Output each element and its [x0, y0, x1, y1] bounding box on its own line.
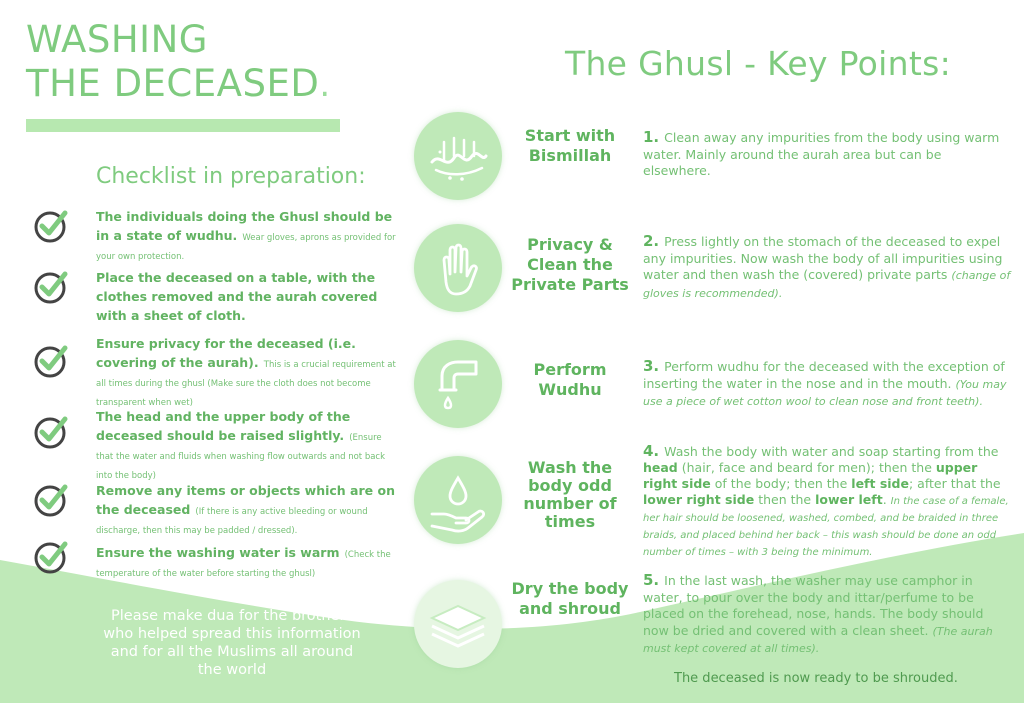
main-title-line1: WASHING: [26, 18, 208, 61]
final-note: The deceased is now ready to be shrouded.: [674, 671, 958, 686]
step-text: .: [882, 492, 887, 507]
hand-water-drop-icon: [414, 456, 502, 544]
folded-cloth-icon: [414, 580, 502, 668]
step-number: 5.: [643, 571, 660, 589]
step-description: [643, 358, 1011, 411]
step-text: ; after that the: [908, 476, 1001, 491]
checklist-item-note: (If there is any active bleeding or wound discharge, then this may be padded / dressed).: [96, 507, 368, 536]
step-icon-circle: [414, 580, 502, 668]
title-underline-bar: [26, 119, 340, 132]
step-note: (The aurah must kept covered at all times).: [643, 624, 993, 655]
step-label: Perform Wudhu: [533, 360, 607, 399]
checklist-item-note: Wear gloves, aprons as provided for your own protection.: [96, 233, 396, 262]
step-number: 3.: [643, 357, 660, 375]
main-title: [26, 18, 331, 107]
checklist-item-bold: The head and the upper body of the deceased should be raised slightly.: [96, 409, 351, 443]
checklist-item-bold: Ensure the washing water is warm: [96, 545, 340, 560]
step-icon-circle: [414, 112, 502, 200]
step-description: [643, 443, 1011, 560]
step-bold-upper-right: upper right side: [643, 460, 978, 491]
step-description: [643, 129, 1011, 180]
step-bold-left: left side: [851, 476, 909, 491]
step-icon-circle: [414, 340, 502, 428]
step-label: Start with Bismillah: [524, 126, 616, 165]
step-text: Perform wudhu for the deceased with the exception of inserting the water in the nose and in the mouth.: [643, 359, 1005, 391]
check-circle-icon: [32, 267, 70, 305]
step-number: 2.: [643, 232, 660, 250]
step-note: In the case of a female, her hair should be loosened, washed, combed, and be braided in three braids, and placed behind her back – this wash should be done an odd number of times – with 3 being the minimum.: [643, 496, 1009, 558]
check-circle-icon: [32, 480, 70, 518]
step-text: In the last wash, the washer may use camphor in water, to pour over the body and ittar/perfume to be placed on the forehead, nose, hands. The body should now be dried and covered with a clean sheet.: [643, 573, 984, 638]
step-description: [643, 233, 1011, 302]
main-title-line2: THE DECEASED: [26, 62, 320, 105]
checklist-title: Checklist in preparation:: [96, 164, 366, 189]
check-circle-icon: [32, 537, 70, 575]
step-text: Wash the body with water and soap starting from the: [664, 444, 999, 459]
step-text: Press lightly on the stomach of the deceased to expel any impurities. Now wash the body of all impurities using water and then wash the (covered) private parts: [643, 234, 1003, 282]
step-label: Dry the body and shroud: [511, 579, 629, 618]
checklist-item-bold: Remove any items or objects which are on the deceased: [96, 483, 395, 517]
checklist-item-bold: Place the deceased on a table, with the clothes removed and the aurah covered with a sheet of cloth.: [96, 270, 378, 323]
step-text: of the body; then the: [714, 476, 848, 491]
water-tap-icon: [414, 340, 502, 428]
step-bold-head: head: [643, 460, 678, 475]
step-label: Wash the body odd number of times: [523, 458, 617, 531]
step-icon-circle: [414, 456, 502, 544]
checklist-item-bold: The individuals doing the Ghusl should be in a state of wudhu.: [96, 209, 393, 243]
checklist-item-note: (Check the temperature of the water before starting the ghusl): [96, 550, 391, 579]
hand-icon: [414, 224, 502, 312]
step-number: 4.: [643, 442, 660, 460]
step-text: Clean away any impurities from the body using warm water. Mainly around the aurah area but can be elsewhere.: [643, 130, 1000, 178]
check-circle-icon: [32, 341, 70, 379]
step-bold-lower-left: lower left: [815, 492, 883, 507]
checklist-item-note: (Ensure that the water and fluids when washing flow outwards and not back into the body): [96, 433, 386, 481]
check-circle-icon: [32, 206, 70, 244]
checklist-item-note: This is a crucial requirement at all times during the ghusl (Make sure the cloth does not become transparent when wet): [96, 360, 396, 408]
step-description: [643, 572, 1011, 658]
key-points-title: The Ghusl - Key Points:: [565, 44, 951, 83]
step-icon-circle: [414, 224, 502, 312]
step-text: (hair, face and beard for men); then the: [681, 460, 932, 475]
step-label: Privacy & Clean the Private Parts: [511, 235, 629, 294]
step-note: (You may use a piece of wet cotton wool to clean nose and front teeth).: [643, 377, 1007, 408]
check-circle-icon: [32, 412, 70, 450]
checklist-item-bold: Ensure privacy for the deceased (i.e. covering of the aurah).: [96, 336, 356, 370]
step-text: then the: [758, 492, 812, 507]
step-bold-lower-right: lower right side: [643, 492, 755, 507]
dua-message: Please make dua for the brothers who helped spread this information and for all the Muslims all around the world: [103, 608, 361, 678]
step-note: (change of gloves is recommended).: [643, 269, 1011, 300]
step-number: 1.: [643, 128, 660, 146]
bismillah-calligraphy-icon: [414, 112, 502, 200]
title-dot: .: [319, 65, 331, 105]
